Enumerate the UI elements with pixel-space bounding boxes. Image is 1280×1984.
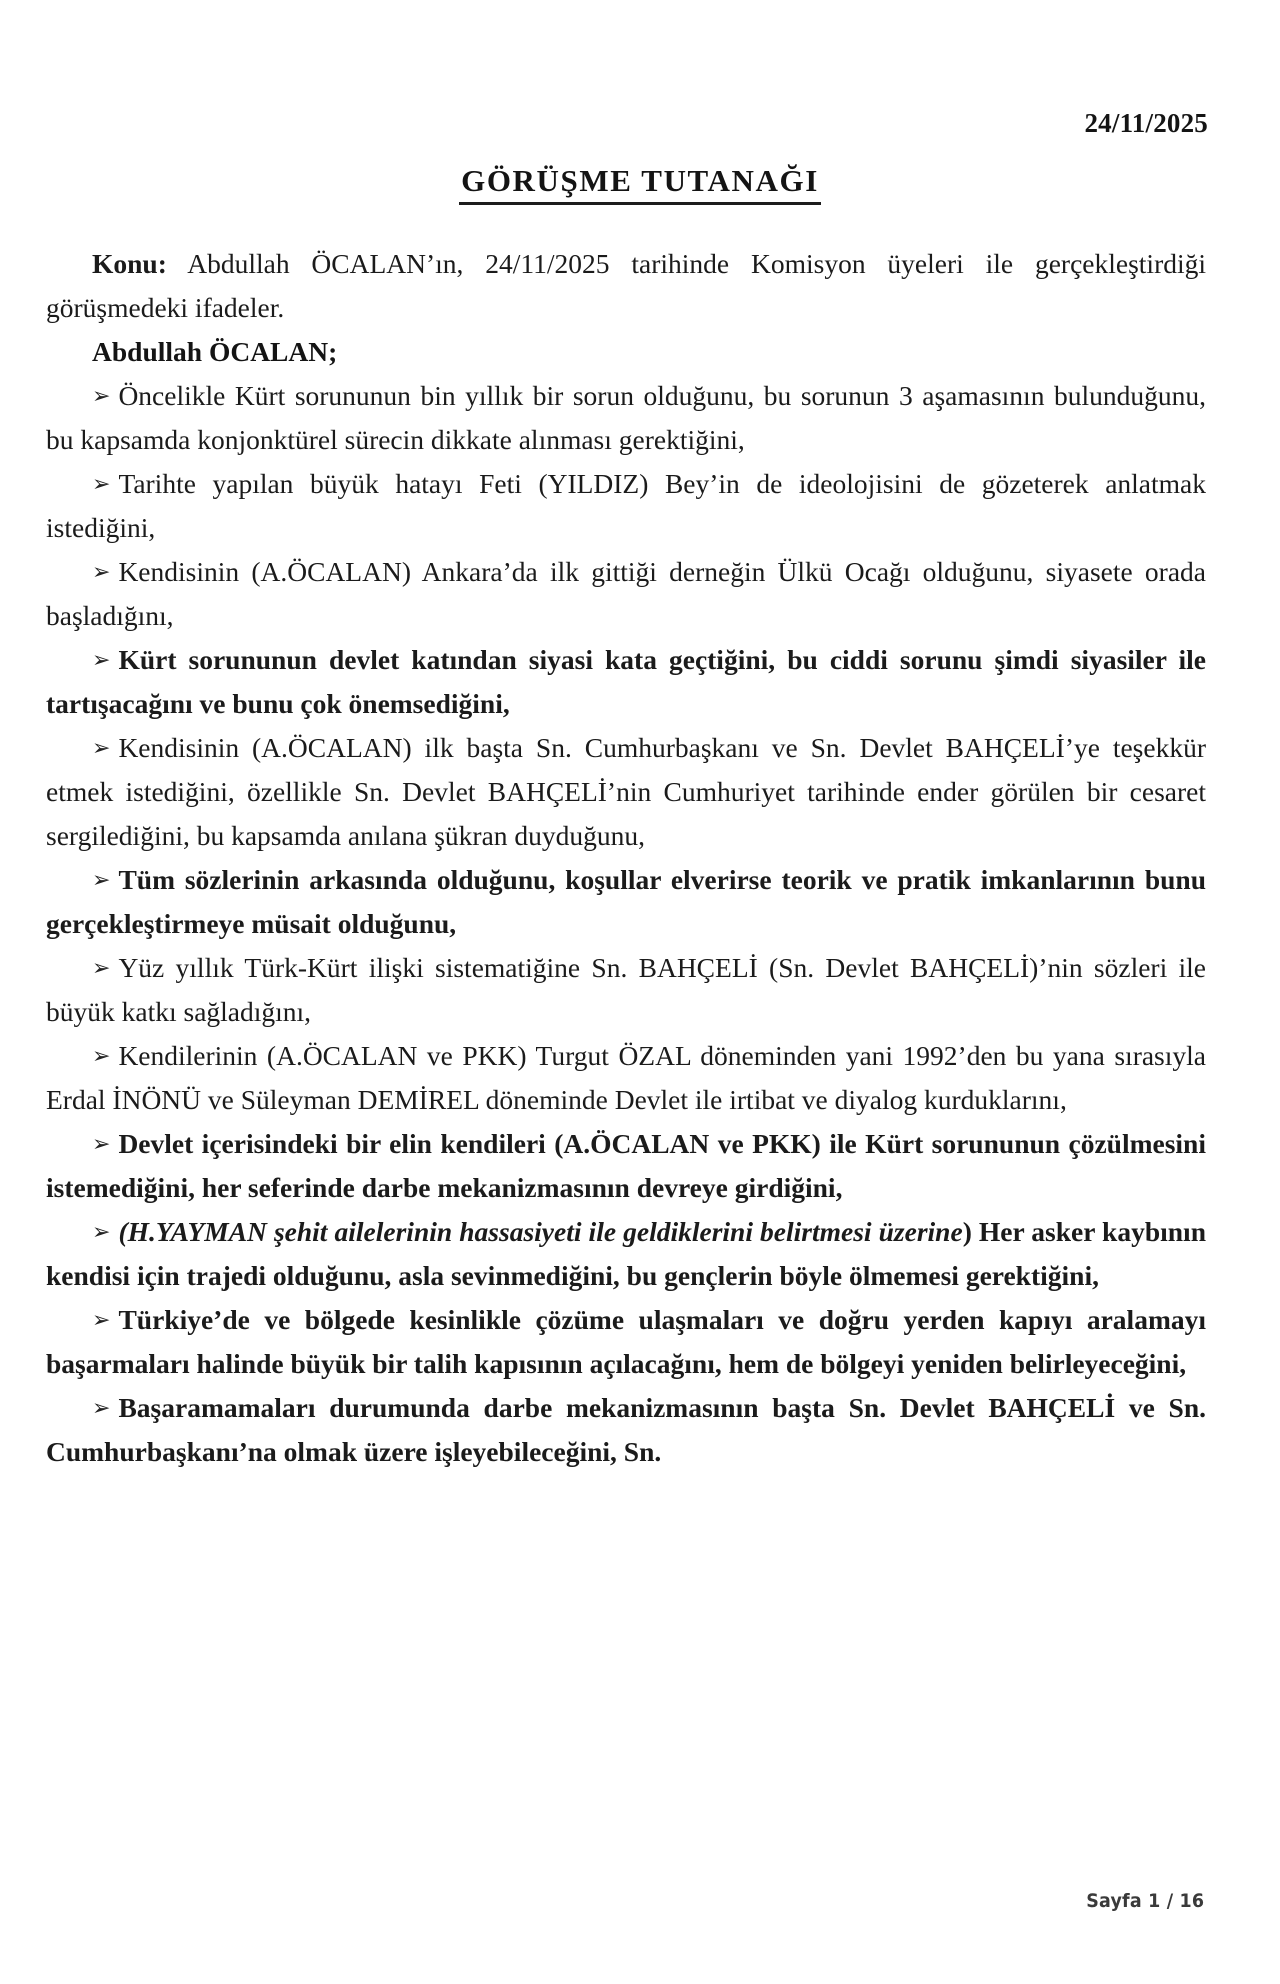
statement-item-4: [46, 638, 1206, 726]
statement-item-11: [46, 1298, 1206, 1386]
page-title-text: GÖRÜŞME TUTANAĞI: [459, 163, 821, 205]
statement-item-12: [46, 1386, 1206, 1474]
statement-item-8: [46, 1034, 1206, 1122]
statement-item-7: [46, 946, 1206, 1034]
bullet-arrow-icon: ➢: [92, 472, 111, 497]
bullet-arrow-icon: ➢: [92, 1132, 111, 1157]
statement-item-3: [46, 550, 1206, 638]
statement-text: Yüz yıllık Türk-Kürt ilişki sistematiğine Sn. BAHÇELİ (Sn. Devlet BAHÇELİ)’nin sözleri ile büyük katkı sağladığını,: [46, 952, 1206, 1027]
statement-text: Tüm sözlerinin arkasında olduğunu, koşullar elverirse teorik ve pratik imkanlarının bunu gerçekleştirmeye müsait olduğunu,: [46, 864, 1206, 939]
statement-text: Kendisinin (A.ÖCALAN) ilk başta Sn. Cumhurbaşkanı ve Sn. Devlet BAHÇELİ’ye teşekkür etmek istediğini, özellikle Sn. Devlet BAHÇELİ’nin Cumhuriyet tarihinde ender görülen bir cesaret sergilediğini, bu kapsamda anılana şükran duyduğunu,: [46, 732, 1206, 851]
statement-item-10: [46, 1210, 1206, 1298]
speaker-heading: Abdullah ÖCALAN;: [92, 336, 338, 367]
statement-item-2: [46, 462, 1206, 550]
subject-text: Abdullah ÖCALAN’ın, 24/11/2025 tarihinde Komisyon üyeleri ile gerçekleştirdiği görüşmedeki ifadeler.: [46, 248, 1207, 323]
statement-text: Öncelikle Kürt sorununun bin yıllık bir sorun olduğunu, bu sorunun 3 aşamasının bulunduğunu, bu kapsamda konjonktürel sürecin dikkate alınması gerektiğini,: [46, 380, 1206, 455]
subject-paragraph: [46, 242, 1206, 330]
page-title: [0, 163, 1280, 205]
statement-item-6: [46, 858, 1206, 946]
bullet-arrow-icon: ➢: [92, 736, 111, 761]
bullet-arrow-icon: ➢: [92, 560, 111, 585]
statement-item-1: [46, 374, 1206, 462]
subject-label: Konu:: [92, 248, 167, 279]
statement-text: ) Her asker kaybının kendisi için trajedi olduğunu, asla sevinmediğini, bu gençlerin böyle ölmemesi gerektiğini,: [46, 1216, 1206, 1291]
statement-text: Tarihte yapılan büyük hatayı Feti (YILDIZ) Bey’in de ideolojisini de gözeterek anlatmak istediğini,: [46, 468, 1206, 543]
bullet-arrow-icon: ➢: [92, 1396, 111, 1421]
bullet-arrow-icon: ➢: [92, 648, 111, 673]
page-footer: Sayfa 1 / 16: [1086, 1890, 1204, 1912]
bullet-arrow-icon: ➢: [92, 956, 111, 981]
statement-text: Başaramamaları durumunda darbe mekanizmasının başta Sn. Devlet BAHÇELİ ve Sn. Cumhurbaşkanı’na olmak üzere işleyebileceğini, Sn.: [46, 1392, 1206, 1467]
statement-italic-note: (H.YAYMAN şehit ailelerinin hassasiyeti ile geldiklerini belirtmesi üzerine: [118, 1216, 963, 1247]
document-date: 24/11/2025: [1084, 108, 1208, 138]
bullet-arrow-icon: ➢: [92, 1220, 111, 1245]
statement-text: Kendisinin (A.ÖCALAN) Ankara’da ilk gittiği derneğin Ülkü Ocağı olduğunu, siyasete orada başladığını,: [46, 556, 1206, 631]
bullet-arrow-icon: ➢: [92, 868, 111, 893]
statement-item-9: [46, 1122, 1206, 1210]
bullet-arrow-icon: ➢: [92, 1044, 111, 1069]
statement-text: Türkiye’de ve bölgede kesinlikle çözüme ulaşmaları ve doğru yerden kapıyı aralamayı başarmaları halinde büyük bir talih kapısının açılacağını, hem de bölgeyi yeniden belirleyeceğini,: [46, 1304, 1206, 1379]
statement-item-5: [46, 726, 1206, 858]
bullet-arrow-icon: ➢: [92, 1308, 111, 1333]
document-body: [46, 242, 1206, 1474]
bullet-arrow-icon: ➢: [92, 384, 111, 409]
statement-text: Devlet içerisindeki bir elin kendileri (A.ÖCALAN ve PKK) ile Kürt sorununun çözülmesini istemediğini, her seferinde darbe mekanizmasının devreye girdiğini,: [46, 1128, 1206, 1203]
statement-text: Kürt sorununun devlet katından siyasi kata geçtiğini, bu ciddi sorunu şimdi siyasiler ile tartışacağını ve bunu çok önemsediğini,: [46, 644, 1206, 719]
statement-text: Kendilerinin (A.ÖCALAN ve PKK) Turgut ÖZAL döneminden yani 1992’den bu yana sırasıyla Erdal İNÖNÜ ve Süleyman DEMİREL döneminde Devlet ile irtibat ve diyalog kurduklarını,: [46, 1040, 1206, 1115]
